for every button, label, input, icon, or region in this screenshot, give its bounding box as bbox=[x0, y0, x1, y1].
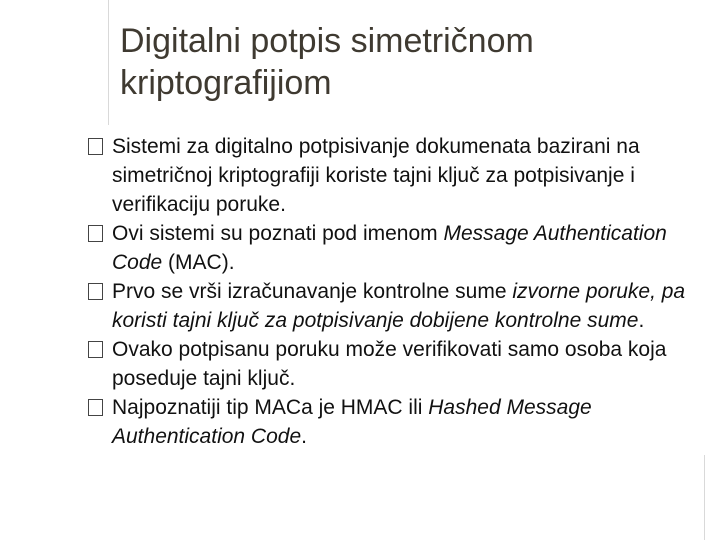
bullet-box-icon bbox=[88, 225, 103, 242]
bullet-box-icon bbox=[88, 138, 103, 155]
slide-title: Digitalni potpis simetričnom kriptografijiom bbox=[120, 22, 534, 102]
bullet-text: Ovako potpisanu poruku može verifikovati samo osoba koja poseduje tajni ključ. bbox=[112, 338, 667, 390]
bullet-text: . bbox=[301, 425, 307, 448]
bullet-text: Najpoznatiji tip MACa je HMAC ili bbox=[112, 396, 429, 419]
bullet-text-italic: Hashed Message Authentication Code bbox=[112, 396, 592, 448]
bullet-text-italic: izvorne poruke, pa koristi tajni ključ za potpisivanje dobijene kontrolne sume bbox=[112, 280, 686, 332]
decorative-right-border bbox=[704, 455, 705, 540]
bullet-text: Sistemi za digitalno potpisivanje dokumenata bazirani na simetričnoj kriptografiji koriste tajni ključ za potpisivanje i verifikaciju poruke. bbox=[112, 135, 640, 216]
bullet-box-icon bbox=[88, 341, 103, 358]
bullet-text-italic: Message Authentication Code bbox=[112, 222, 667, 274]
bullet-text: (MAC). bbox=[162, 251, 235, 274]
bullet-list bbox=[88, 132, 718, 451]
bullet-item bbox=[88, 132, 718, 219]
bullet-text: Prvo se vrši izračunavanje kontrolne sume bbox=[112, 280, 513, 303]
bullet-item bbox=[88, 277, 718, 335]
decorative-left-border bbox=[108, 0, 109, 125]
bullet-box-icon bbox=[88, 283, 103, 300]
bullet-item bbox=[88, 335, 718, 393]
bullet-text: Ovi sistemi su poznati pod imenom bbox=[112, 222, 444, 245]
bullet-box-icon bbox=[88, 399, 103, 416]
bullet-text: . bbox=[638, 309, 645, 332]
bullet-item bbox=[88, 393, 718, 451]
bullet-item bbox=[88, 219, 718, 277]
